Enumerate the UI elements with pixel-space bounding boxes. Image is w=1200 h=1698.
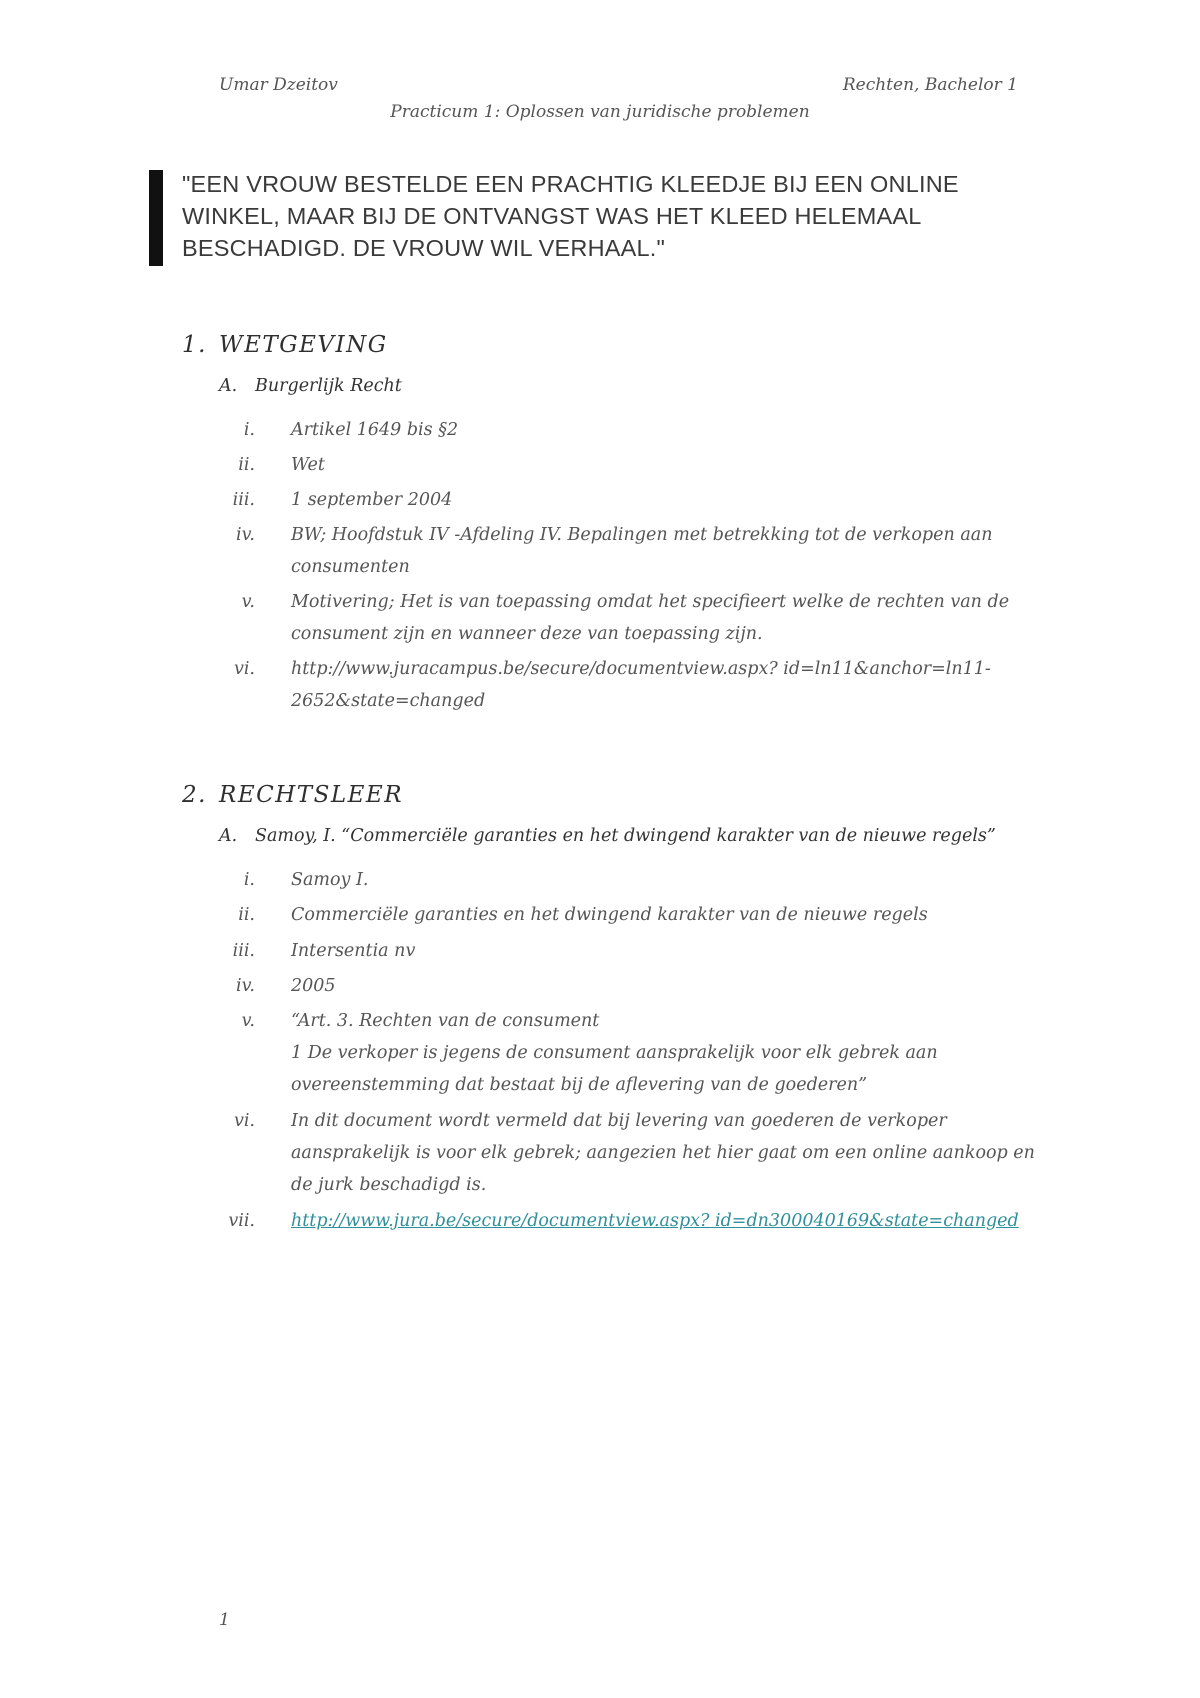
list-marker: ii.	[238, 455, 255, 475]
subsection-title: Burgerlijk Recht	[255, 376, 402, 396]
list-marker: vi.	[233, 659, 255, 679]
list-marker: vii.	[228, 1211, 255, 1231]
section-title: WETGEVING	[219, 332, 388, 358]
list-marker: iii.	[232, 490, 255, 510]
list-marker: vi.	[233, 1111, 255, 1131]
reference-url: http://www.juracampus.be/secure/documentview.aspx? id=ln11&anchor=ln11-2652&state=changed	[291, 659, 991, 711]
list-text: In dit document wordt vermeld dat bij levering van goederen de verkoper aansprakelijk is voor elk gebrek; aangezien het hier gaat om een online aankoop en de jurk beschadigd is.	[291, 1111, 1035, 1195]
header-author: Umar Dzeitov	[219, 75, 338, 95]
list-marker: i.	[243, 870, 255, 890]
list-marker: v.	[241, 1011, 255, 1031]
subsection-heading	[219, 376, 402, 396]
subsection-title: Samoy, I. “Commerciële garanties en het dwingend karakter van de nieuwe regels”	[255, 826, 996, 846]
section-heading-rechtsleer	[182, 782, 403, 808]
list-text: Samoy I.	[291, 870, 369, 890]
reference-link[interactable]: http://www.jura.be/secure/documentview.aspx? id=dn300040169&state=changed	[291, 1211, 1019, 1231]
page-number: 1	[219, 1610, 230, 1630]
list-marker: ii.	[238, 905, 255, 925]
subsection-letter: A.	[219, 826, 238, 846]
section-number: 2.	[182, 782, 207, 808]
list-text: Motivering; Het is van toepassing omdat het specifieert welke de rechten van de consument zijn en wanneer deze van toepassing zijn.	[291, 592, 1010, 644]
section-heading-wetgeving	[182, 332, 388, 358]
list-text	[291, 1005, 1051, 1101]
list-text: 2005	[291, 976, 336, 996]
list-text: BW; Hoofdstuk IV -Afdeling IV. Bepalingen met betrekking tot de verkopen aan consumenten	[291, 525, 993, 577]
list-text: 1 september 2004	[291, 490, 453, 510]
list-marker: v.	[241, 592, 255, 612]
header-program: Rechten, Bachelor 1	[842, 75, 1018, 95]
subsection-heading	[219, 826, 996, 846]
list-marker: iv.	[236, 976, 255, 996]
header-title: Practicum 1: Oplossen van juridische problemen	[390, 102, 810, 122]
list-text: Intersentia nv	[291, 941, 416, 961]
list-text: Wet	[291, 455, 325, 475]
section-number: 1.	[182, 332, 207, 358]
quote-body: 1 De verkoper is jegens de consument aansprakelijk voor elk gebrek aan overeenstemming dat bestaat bij de aflevering van de goederen”	[291, 1043, 938, 1095]
section-title: RECHTSLEER	[219, 782, 404, 808]
intro-quote: "EEN VROUW BESTELDE EEN PRACHTIG KLEEDJE BIJ EEN ONLINE WINKEL, MAAR BIJ DE ONTVANGST WAS HET KLEED HELEMAAL BESCHADIGD. DE VROUW WIL VERHAAL."	[182, 171, 959, 261]
list-marker: iv.	[236, 525, 255, 545]
list-text: Artikel 1649 bis §2	[291, 420, 459, 440]
list-marker: i.	[243, 420, 255, 440]
list-marker: iii.	[232, 941, 255, 961]
quote-accent-bar	[149, 170, 163, 266]
subsection-letter: A.	[219, 376, 238, 396]
quote-heading: “Art. 3. Rechten van de consument	[291, 1011, 600, 1031]
list-text: Commerciële garanties en het dwingend karakter van de nieuwe regels	[291, 905, 928, 925]
